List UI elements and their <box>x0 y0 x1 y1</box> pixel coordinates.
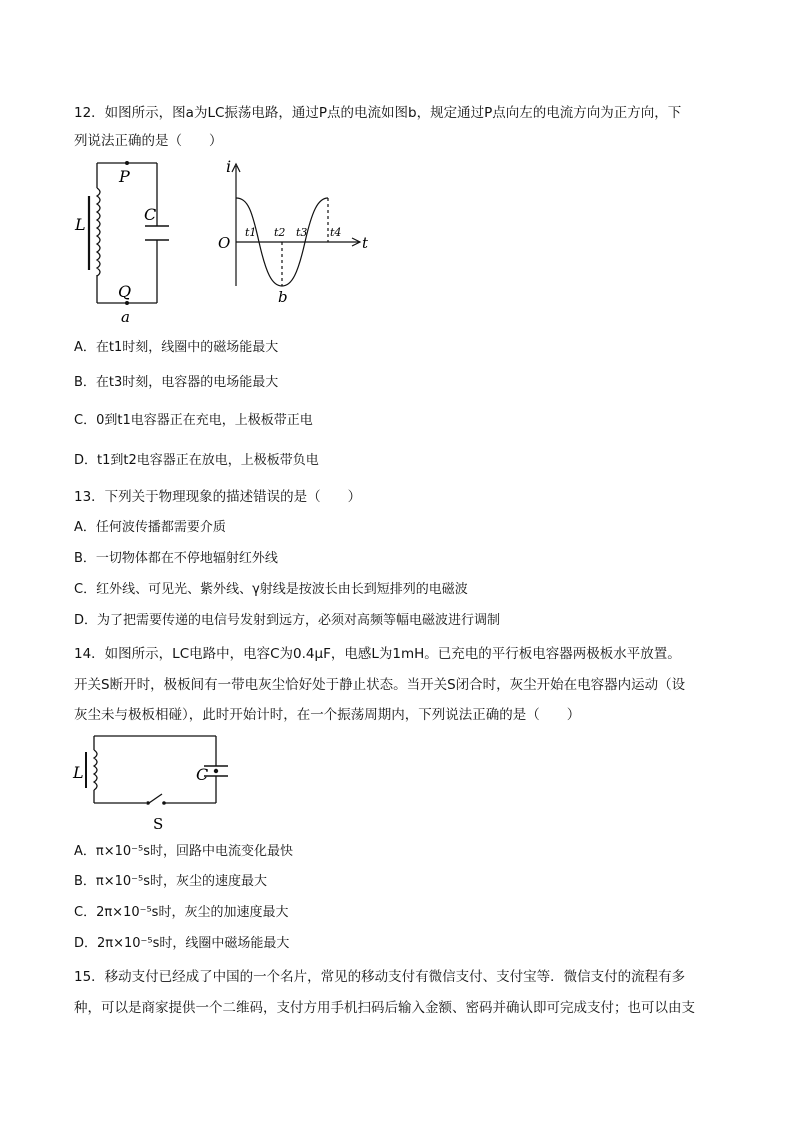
q12-stem-line2: 列说法正确的是（ ） <box>74 133 223 149</box>
switch-label: S <box>153 815 164 833</box>
q13-option-a: A．任何波传播都需要介质 <box>74 520 226 535</box>
q14-option-b: B．π×10⁻⁵s时，灰尘的速度最大 <box>74 874 268 889</box>
tick-t1: t1 <box>245 226 257 239</box>
q12-option-d: D．t1到t2电容器正在放电，上极板带负电 <box>74 453 319 468</box>
q14-stem-line2: 开关S断开时，极板间有一带电灰尘恰好处于静止状态。当开关S闭合时，灰尘开始在电容器内运动（设 <box>74 677 686 693</box>
inductor-label: L <box>75 215 86 234</box>
q12-option-b: B．在t3时刻，电容器的电场能最大 <box>74 375 279 390</box>
q12-option-a: A．在t1时刻，线圈中的磁场能最大 <box>74 340 279 355</box>
q13-option-d: D．为了把需要传递的电信号发射到远方，必须对高频等幅电磁波进行调制 <box>74 613 501 628</box>
q12-stem-line1: 12．如图所示，图a为LC振荡电路，通过P点的电流如图b，规定通过P点向左的电流方向为正方向，下 <box>74 105 682 121</box>
tick-t2: t2 <box>274 226 286 239</box>
q15-stem-line2: 种，可以是商家提供一个二维码，支付方用手机扫码后输入金额、密码并确认即可完成支付；也可以由支 <box>74 1000 695 1016</box>
capacitor-label: C <box>196 765 209 784</box>
figure-a-caption: a <box>121 308 130 326</box>
q14-option-a: A．π×10⁻⁵s时，回路中电流变化最快 <box>74 844 294 859</box>
q15-stem-line1: 15．移动支付已经成了中国的一个名片，常见的移动支付有微信支付、支付宝等．微信支付的流程有多 <box>74 969 686 985</box>
point-p-label: P <box>119 167 130 186</box>
point-q-label: Q <box>118 282 132 301</box>
axis-t-label: t <box>362 234 369 252</box>
inductor-label: L <box>73 763 84 782</box>
capacitor-label: C <box>144 205 157 224</box>
q14-option-c: C．2π×10⁻⁵s时，灰尘的加速度最大 <box>74 905 289 920</box>
axis-i-label: i <box>226 157 232 176</box>
q13-option-c: C．红外线、可见光、紫外线、γ射线是按波长由长到短排列的电磁波 <box>74 582 468 597</box>
tick-t3: t3 <box>296 226 308 239</box>
q13-option-b: B．一切物体都在不停地辐射红外线 <box>74 551 278 566</box>
q12-figure-a-lc-circuit <box>70 158 185 328</box>
q14-stem-line1: 14．如图所示，LC电路中，电容C为0.4μF，电感L为1mH。已充电的平行板电容器两极板水平放置。 <box>74 646 681 662</box>
q14-figure-lc-switch-circuit <box>70 730 235 835</box>
q13-stem: 13．下列关于物理现象的描述错误的是（ ） <box>74 489 362 505</box>
q12-figure-b-current-graph <box>212 156 372 306</box>
tick-t4: t4 <box>330 226 342 239</box>
q12-option-c: C．0到t1电容器正在充电，上极板带正电 <box>74 413 313 428</box>
origin-label: O <box>218 234 231 252</box>
q14-option-d: D．2π×10⁻⁵s时，线圈中磁场能最大 <box>74 936 290 951</box>
figure-b-caption: b <box>278 288 288 306</box>
q14-stem-line3: 灰尘未与极板相碰），此时开始计时，在一个振荡周期内，下列说法正确的是（ ） <box>74 707 581 723</box>
